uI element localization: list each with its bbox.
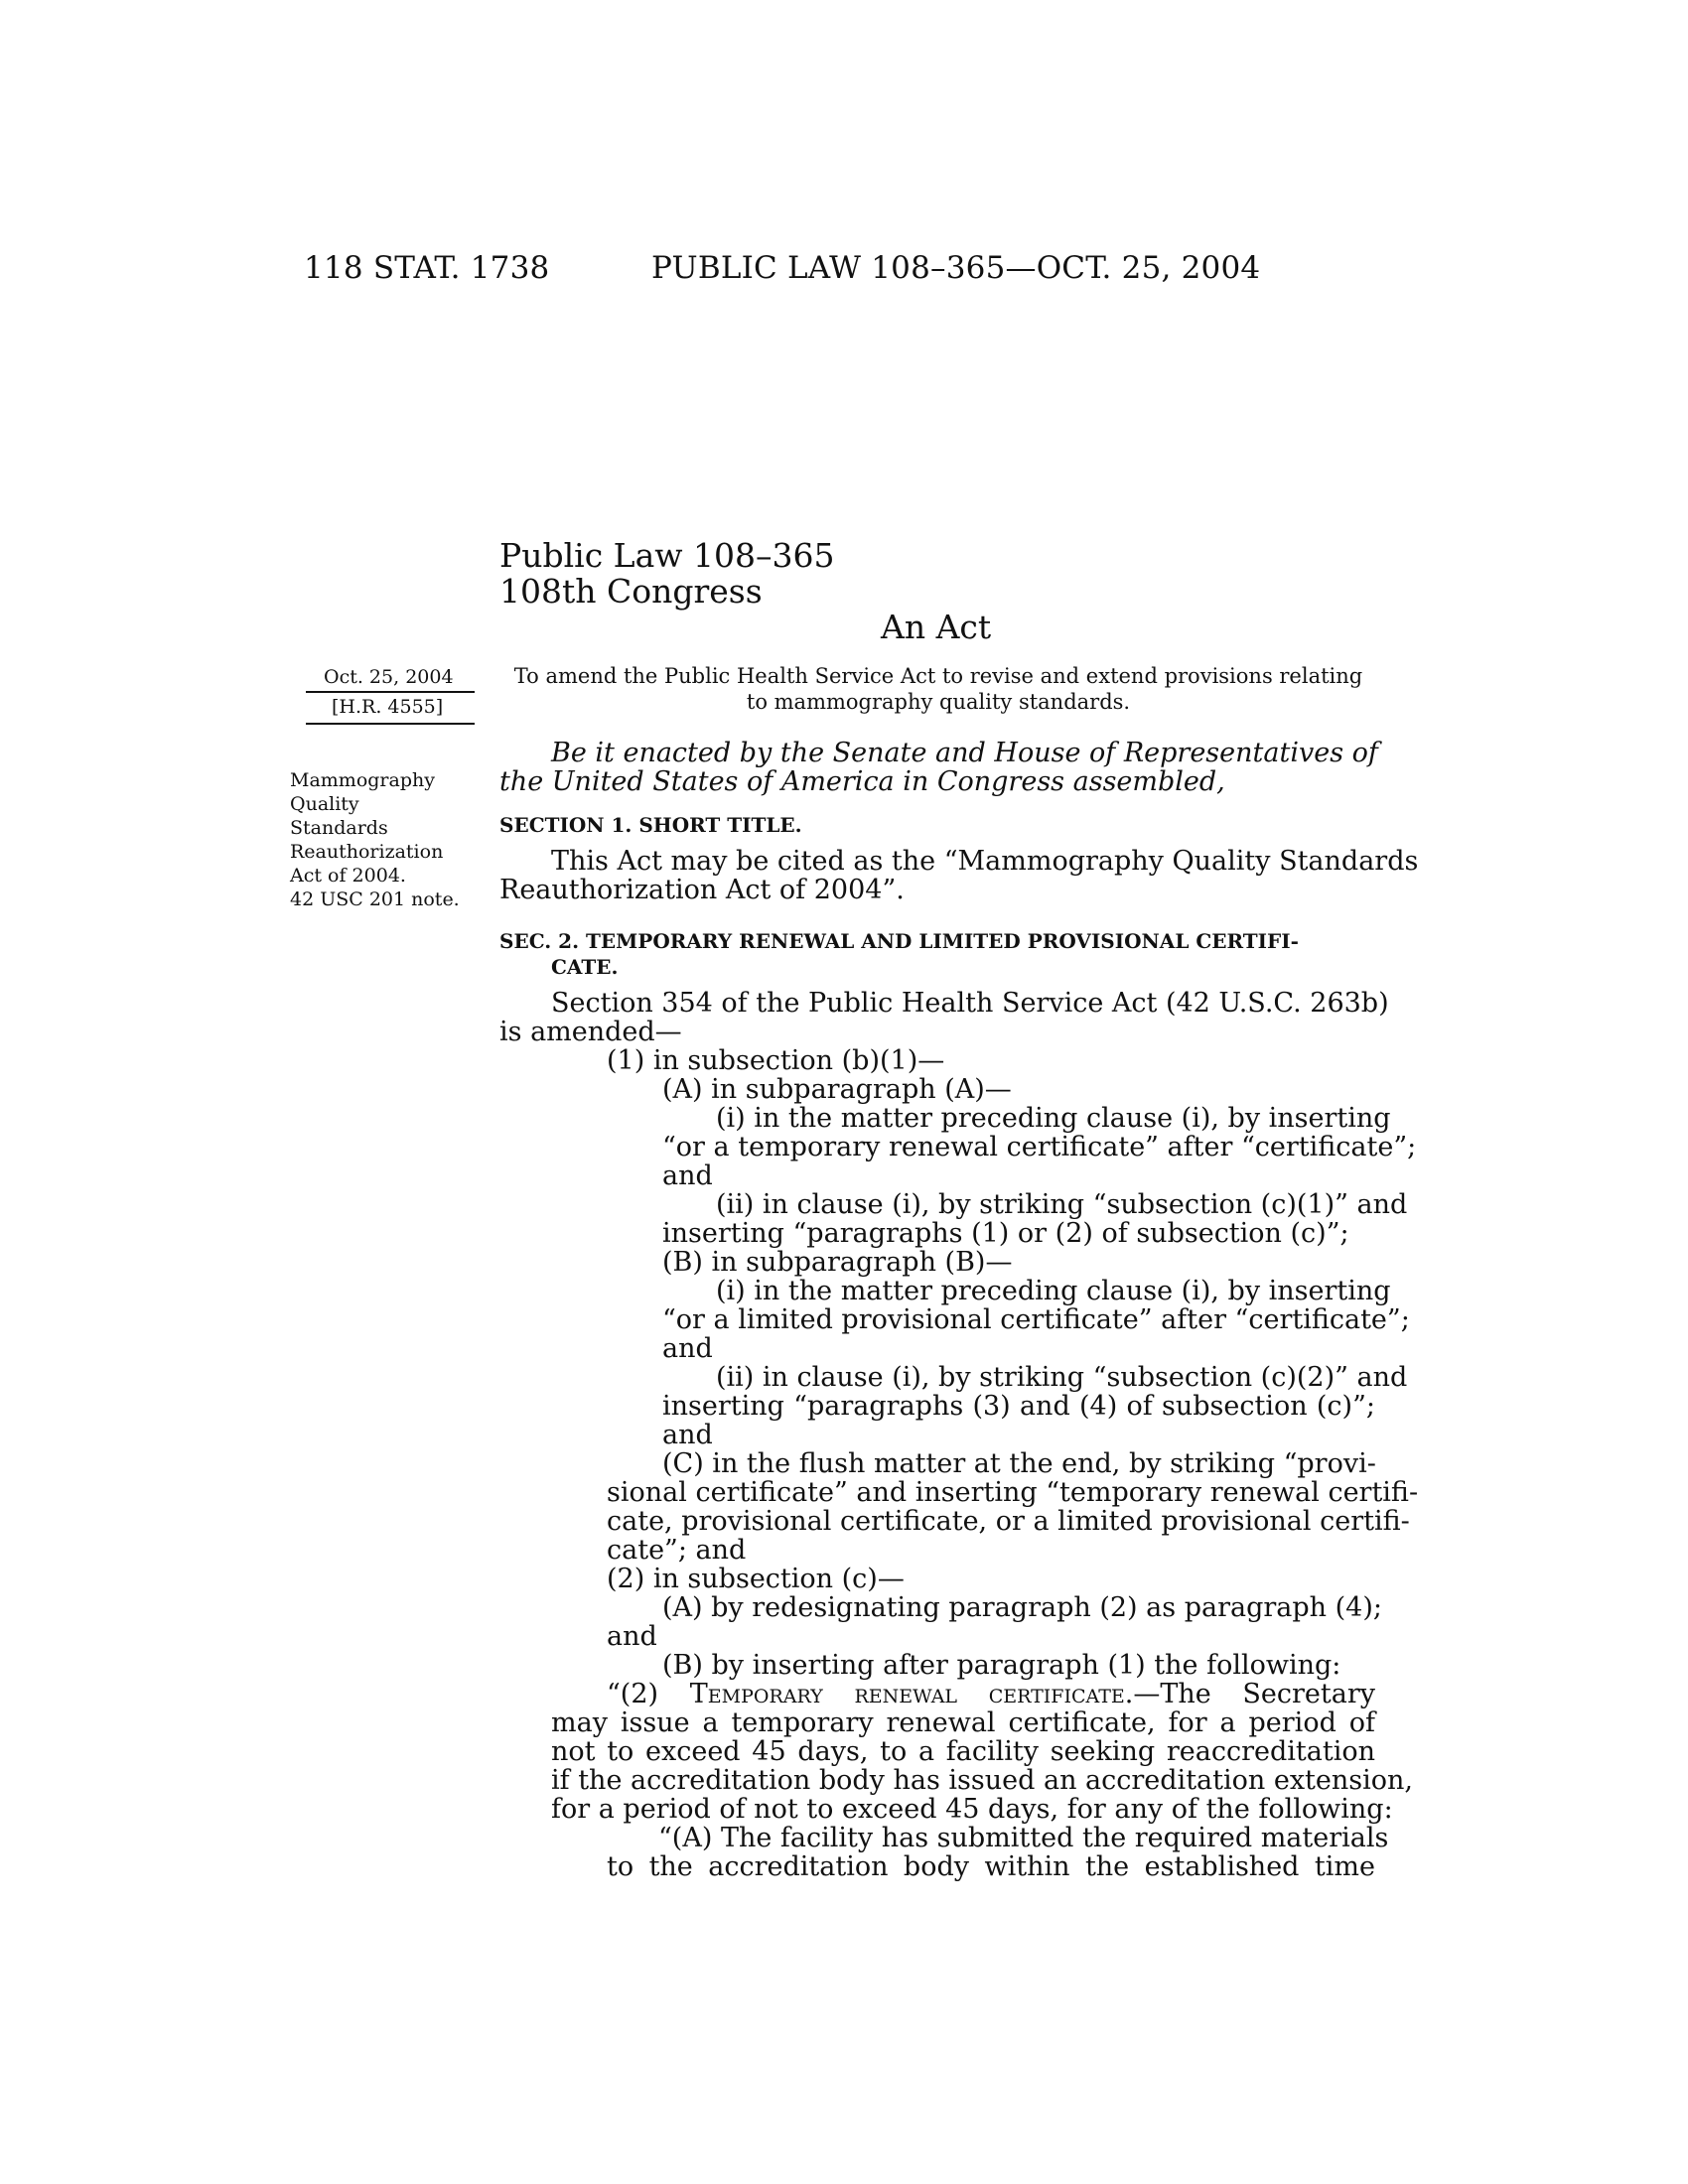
section-2-heading: SEC. 2. TEMPORARY RENEWAL AND LIMITED PROVISIONAL CERTIFI- [499,929,1299,953]
section-2-text-line: cate, provisional certificate, or a limited provisional certifi- [607,1506,1410,1537]
section-2-text-line: (i) in the matter preceding clause (i), by inserting [716,1103,1391,1134]
congress-number: 108th Congress [499,572,763,611]
an-act-heading: An Act [881,608,992,646]
section-2-text-line: “(A) The facility has submitted the required materials [658,1823,1389,1853]
section-2-text-line: (C) in the flush matter at the end, by striking “provi- [662,1448,1376,1479]
section-2-text-line: to the accreditation body within the established time [607,1851,1375,1882]
section-2-text-line: inserting “paragraphs (3) and (4) of subsection (c)”; [662,1391,1375,1422]
section-2-text-line: “or a limited provisional certificate” after “certificate”; [662,1304,1410,1335]
enacting-clause-line: Be it enacted by the Senate and House of Representatives of [551,738,1378,768]
section-2-text-line: and [662,1333,713,1364]
section-2-text-line: (2) in subsection (c)— [607,1564,905,1594]
section-2-text-line: inserting “paragraphs (1) or (2) of subsection (c)”; [662,1218,1349,1249]
section-2-text-line: (A) in subparagraph (A)— [662,1074,1012,1105]
margin-bill-number: [H.R. 4555] [332,696,444,718]
section-2-heading-cont: CATE. [551,955,619,979]
section-2-text-line-temporary-renewal [607,1680,1375,1708]
section-2-text-line: for a period of not to exceed 45 days, for any of the following: [551,1794,1393,1825]
section-2-text-line: (ii) in clause (i), by striking “subsection (c)(1)” and [716,1189,1408,1220]
section-2-text-line: may issue a temporary renewal certificate, for a period of [551,1707,1375,1738]
margin-note-line: Act of 2004. [290,865,406,887]
margin-note-line: Quality [290,793,359,815]
section-1-text-line: This Act may be cited as the “Mammography Quality Standards [551,846,1419,877]
section-2-text-line: and [662,1160,713,1191]
margin-note-line: 42 USC 201 note. [290,888,460,910]
section-2-text-line: Section 354 of the Public Health Service Act (42 U.S.C. 263b) [551,988,1389,1019]
section-2-text-line: (i) in the matter preceding clause (i), by inserting [716,1276,1391,1306]
section-2-text-line: (A) by redesignating paragraph (2) as paragraph (4); [662,1592,1382,1623]
section-2-text-line: if the accreditation body has issued an accreditation extension, [551,1765,1413,1796]
section-2-text-line: (B) in subparagraph (B)— [662,1247,1013,1278]
section-2-text-line: not to exceed 45 days, to a facility seeking reaccreditation [551,1736,1375,1767]
margin-note-line: Mammography [290,769,435,791]
running-head: PUBLIC LAW 108–365—OCT. 25, 2004 [651,250,1261,286]
section-2-text-line: cate”; and [607,1535,747,1566]
margin-rule-bottom [306,723,475,725]
margin-note-line: Reauthorization [290,841,444,863]
act-summary: To amend the Public Health Service Act to revise and extend provisions relating to mammography quality standards. [513,664,1363,714]
margin-rule-top [306,691,475,693]
section-2-text-line: is amended— [499,1017,682,1047]
section-1-text-line: Reauthorization Act of 2004”. [499,875,905,905]
public-law-number: Public Law 108–365 [499,536,835,575]
stat-reference: 118 STAT. 1738 [304,250,550,286]
section-2-text-line: sional certificate” and inserting “temporary renewal certifi- [607,1477,1419,1508]
enacting-clause-line: the United States of America in Congress assembled, [499,766,1225,797]
margin-short-title-note [290,768,460,911]
margin-note-line: Standards [290,817,388,839]
section-2-text-line: and [607,1621,657,1652]
paragraph-heading-tail: .—The Secretary [1124,1679,1375,1709]
paragraph-number: “(2) [607,1679,659,1709]
section-2-text-line: (ii) in clause (i), by striking “subsection (c)(2)” and [716,1362,1408,1393]
section-2-text-line: “or a temporary renewal certificate” after “certificate”; [662,1132,1417,1162]
section-1-heading: SECTION 1. SHORT TITLE. [499,813,802,837]
section-2-text-line: and [662,1420,713,1450]
margin-date: Oct. 25, 2004 [324,666,454,688]
paragraph-heading: Temporary renewal certificate [689,1679,1125,1709]
section-2-text-line: (1) in subsection (b)(1)— [607,1045,945,1076]
section-2-text-line: (B) by inserting after paragraph (1) the following: [662,1650,1341,1681]
